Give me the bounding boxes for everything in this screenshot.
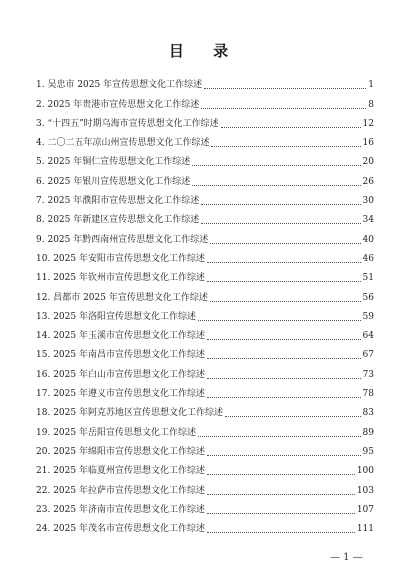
toc-entry[interactable] — [36, 207, 374, 226]
toc-entry-number: 15. — [36, 350, 51, 361]
toc-entry[interactable] — [36, 477, 374, 496]
toc-leader-dots — [207, 532, 355, 533]
toc-leader-dots — [198, 436, 361, 437]
toc-entry[interactable] — [36, 149, 374, 168]
toc-entry-number: 10. — [36, 253, 51, 264]
toc-entry-number: 22. — [36, 485, 51, 496]
toc-entry-page: 89 — [362, 427, 374, 438]
toc-leader-dots — [192, 185, 360, 186]
toc-entry-page: 107 — [356, 504, 374, 515]
toc-entry[interactable] — [36, 111, 374, 130]
toc-leader-dots — [221, 127, 361, 128]
toc-entry-title: 2025 年绵阳市宣传思想文化工作综述 — [53, 446, 205, 457]
toc-entry-page: 100 — [356, 466, 374, 477]
toc-entry[interactable] — [36, 323, 374, 342]
toc-entry-page: 26 — [362, 176, 374, 187]
toc-entry-title: 2025 年白山市宣传思想文化工作综述 — [53, 369, 205, 380]
toc-entry-page: 56 — [362, 292, 374, 303]
toc-entry-page: 67 — [362, 350, 374, 361]
toc-entry-title: “十四五”时期乌海市宣传思想文化工作综述 — [47, 118, 219, 129]
toc-entry[interactable] — [36, 419, 374, 438]
toc-entry[interactable] — [36, 516, 374, 535]
toc-entry[interactable] — [36, 91, 374, 110]
toc-entry-page: 83 — [362, 408, 374, 419]
toc-entry[interactable] — [36, 72, 374, 91]
toc-entry[interactable] — [36, 226, 374, 245]
toc-leader-dots — [198, 320, 361, 321]
toc-entry-title: 2025 年新建区宣传思想文化工作综述 — [47, 215, 200, 226]
toc-leader-dots — [207, 358, 361, 359]
toc-entry-page: 95 — [362, 446, 374, 457]
toc-entry-number: 1. — [36, 80, 45, 91]
toc-leader-dots — [201, 223, 360, 224]
toc-entry-number: 18. — [36, 408, 51, 419]
toc-entry-page: 46 — [362, 253, 374, 264]
toc-entry-page: 111 — [356, 524, 374, 535]
toc-entry-page: 103 — [356, 485, 374, 496]
toc-leader-dots — [210, 301, 361, 302]
toc-entry-page: 30 — [362, 196, 374, 207]
toc-entry[interactable] — [36, 284, 374, 303]
toc-leader-dots — [211, 146, 360, 147]
toc-entry[interactable] — [36, 497, 374, 516]
toc-entry-page: 8 — [368, 99, 374, 110]
toc-entry-number: 23. — [36, 504, 51, 515]
toc-entry-page: 59 — [362, 311, 374, 322]
toc-entry[interactable] — [36, 265, 374, 284]
toc-entry-number: 4. — [36, 138, 45, 149]
toc-entry-number: 21. — [36, 466, 51, 477]
toc-entry-title: 2025 年临夏州宣传思想文化工作综述 — [53, 466, 205, 477]
toc-leader-dots — [207, 281, 361, 282]
toc-leader-dots — [210, 243, 360, 244]
toc-entry-title: 2025 年黔西南州宣传思想文化工作综述 — [47, 234, 209, 245]
toc-entry-number: 13. — [36, 311, 51, 322]
toc-entry-number: 5. — [36, 157, 45, 168]
toc-entry-number: 6. — [36, 176, 45, 187]
toc-entry[interactable] — [36, 361, 374, 380]
toc-entry-number: 7. — [36, 196, 45, 207]
toc-entry-title: 2025 年钦州市宣传思想文化工作综述 — [53, 273, 205, 284]
toc-entry-number: 11. — [36, 273, 51, 284]
toc-entry-number: 12. — [36, 292, 51, 303]
toc-leader-dots — [207, 397, 361, 398]
toc-entry-page: 1 — [368, 80, 374, 91]
toc-entry-title: 2025 年玉溪市宣传思想文化工作综述 — [53, 331, 205, 342]
toc-entry-number: 20. — [36, 446, 51, 457]
toc-entry[interactable] — [36, 130, 374, 149]
toc-entry[interactable] — [36, 168, 374, 187]
page-number-footer: — 1 — — [330, 552, 363, 563]
toc-entry-title: 2025 年洛阳宣传思想文化工作综述 — [53, 311, 196, 322]
toc-entry[interactable] — [36, 246, 374, 265]
toc-entry-title: 昌都市 2025 年宣传思想文化工作综述 — [53, 292, 208, 303]
toc-leader-dots — [204, 88, 366, 89]
toc-entry-number: 19. — [36, 427, 51, 438]
toc-entry[interactable] — [36, 458, 374, 477]
toc-entry-number: 14. — [36, 331, 51, 342]
toc-entry[interactable] — [36, 342, 374, 361]
toc-entry-title: 2025 年茂名市宣传思想文化工作综述 — [53, 524, 205, 535]
toc-entry-title: 吴忠市 2025 年宣传思想文化工作综述 — [47, 80, 203, 91]
toc-leader-dots — [207, 474, 355, 475]
toc-entry[interactable] — [36, 304, 374, 323]
table-of-contents — [36, 72, 374, 535]
toc-leader-dots — [207, 339, 361, 340]
toc-entry-title: 2025 年贵港市宣传思想文化工作综述 — [47, 99, 200, 110]
toc-entry-number: 8. — [36, 215, 45, 226]
toc-entry-page: 78 — [362, 389, 374, 400]
toc-entry-number: 17. — [36, 389, 51, 400]
toc-entry-title: 2025 年濮阳市宣传思想文化工作综述 — [47, 196, 200, 207]
toc-leader-dots — [207, 455, 361, 456]
toc-entry-number: 3. — [36, 118, 45, 129]
toc-entry-number: 24. — [36, 524, 51, 535]
toc-entry[interactable] — [36, 188, 374, 207]
toc-entry-page: 34 — [362, 215, 374, 226]
toc-entry-title: 2025 年安阳市宣传思想文化工作综述 — [53, 253, 205, 264]
toc-leader-dots — [201, 204, 360, 205]
toc-entry-title: 2025 年遵义市宣传思想文化工作综述 — [53, 389, 205, 400]
toc-entry-title: 2025 年阿克苏地区宣传思想文化工作综述 — [53, 408, 223, 419]
toc-entry-page: 73 — [362, 369, 374, 380]
toc-entry-page: 20 — [362, 157, 374, 168]
toc-entry-page: 51 — [362, 273, 374, 284]
toc-leader-dots — [207, 513, 355, 514]
toc-entry[interactable] — [36, 400, 374, 419]
toc-entry-title: 2025 年银川宣传思想文化工作综述 — [47, 176, 191, 187]
toc-entry-title: 2025 年拉萨市宣传思想文化工作综述 — [53, 485, 205, 496]
toc-leader-dots — [201, 108, 366, 109]
toc-leader-dots — [207, 262, 361, 263]
toc-entry-page: 12 — [362, 118, 374, 129]
toc-entry-title: 2025 年济南市宣传思想文化工作综述 — [53, 504, 205, 515]
toc-entry-page: 64 — [362, 331, 374, 342]
toc-entry-number: 9. — [36, 234, 45, 245]
toc-leader-dots — [225, 416, 361, 417]
toc-entry-number: 2. — [36, 99, 45, 110]
toc-entry-number: 16. — [36, 369, 51, 380]
toc-leader-dots — [207, 378, 361, 379]
toc-entry-title: 2025 年岳阳宣传思想文化工作综述 — [53, 427, 196, 438]
toc-entry-title: 2025 年铜仁宣传思想文化工作综述 — [47, 157, 191, 168]
toc-entry[interactable] — [36, 439, 374, 458]
toc-leader-dots — [207, 494, 355, 495]
toc-entry-page: 40 — [362, 234, 374, 245]
toc-entry-page: 16 — [362, 138, 374, 149]
toc-entry-title: 二〇二五年凉山州宣传思想文化工作综述 — [47, 138, 210, 149]
toc-entry[interactable] — [36, 381, 374, 400]
toc-leader-dots — [192, 165, 360, 166]
toc-title: 目 录 — [168, 42, 241, 60]
toc-entry-title: 2025 年南昌市宣传思想文化工作综述 — [53, 350, 205, 361]
